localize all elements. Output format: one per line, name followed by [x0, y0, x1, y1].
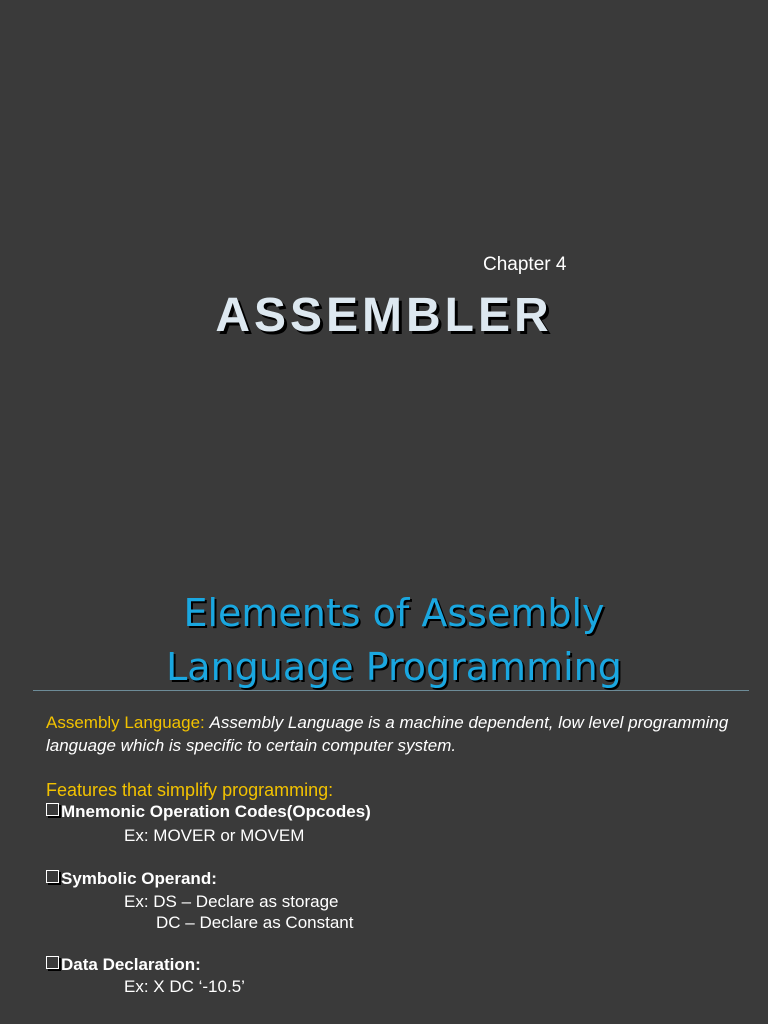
square-bullet-icon: [46, 803, 59, 816]
section-heading-line-2: Language Programming: [166, 645, 622, 689]
definition-paragraph: [46, 711, 751, 757]
heading-divider: [33, 690, 749, 691]
square-bullet-icon: [46, 956, 59, 969]
feature-name: Symbolic Operand:: [61, 869, 217, 888]
feature-item-data-declaration: [46, 955, 201, 975]
square-bullet-icon: [46, 870, 59, 883]
features-title: Features that simplify programming:: [46, 780, 334, 800]
section-heading-line-1: Elements of Assembly: [183, 591, 605, 635]
feature-name: Data Declaration:: [61, 955, 201, 974]
chapter-label: Chapter 4: [483, 254, 567, 275]
definition-label: Assembly Language:: [46, 713, 205, 732]
feature-example: Ex: X DC ‘-10.5’: [124, 977, 245, 996]
feature-example: Ex: MOVER or MOVEM: [124, 826, 305, 845]
feature-example: Ex: DS – Declare as storage: [124, 892, 339, 911]
feature-name: Mnemonic Operation Codes(Opcodes): [61, 802, 371, 821]
slide-title: ASSEMBLER: [215, 289, 553, 342]
section-heading: [0, 586, 768, 694]
feature-item-symbolic-operand: [46, 869, 217, 889]
feature-item-opcodes: [46, 802, 371, 822]
feature-example: DC – Declare as Constant: [156, 913, 354, 932]
definition-text: Assembly Language is a machine dependent, low level programming language which is specific to certain computer system.: [46, 713, 729, 755]
